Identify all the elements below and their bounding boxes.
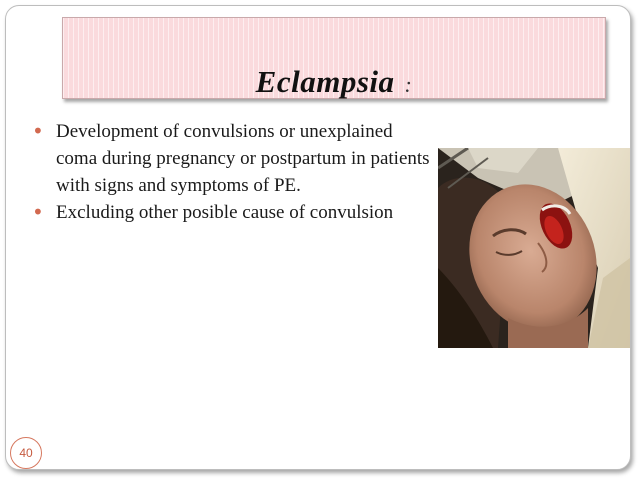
slide-title <box>63 66 605 97</box>
slide-title-text: Eclampsia <box>255 64 395 99</box>
bullet-item <box>30 118 430 199</box>
page-number-badge <box>10 437 42 469</box>
bullet-marker-icon: • <box>32 119 44 143</box>
slide-title-colon: : <box>404 72 413 97</box>
title-box <box>62 17 606 99</box>
bullet-item <box>30 199 430 226</box>
bullet-list <box>30 118 430 226</box>
eclampsia-patient-photo <box>438 148 630 348</box>
bullet-marker-icon: • <box>32 200 44 224</box>
page-number: 40 <box>19 446 33 460</box>
bullet-text: Excluding other posible cause of convulsion <box>56 202 394 223</box>
bullet-text: Development of convulsions or unexplained coma during pregnancy or postpartum in patients with signs and symptoms of PE. <box>56 121 430 196</box>
patient-photo-illustration <box>438 148 630 348</box>
